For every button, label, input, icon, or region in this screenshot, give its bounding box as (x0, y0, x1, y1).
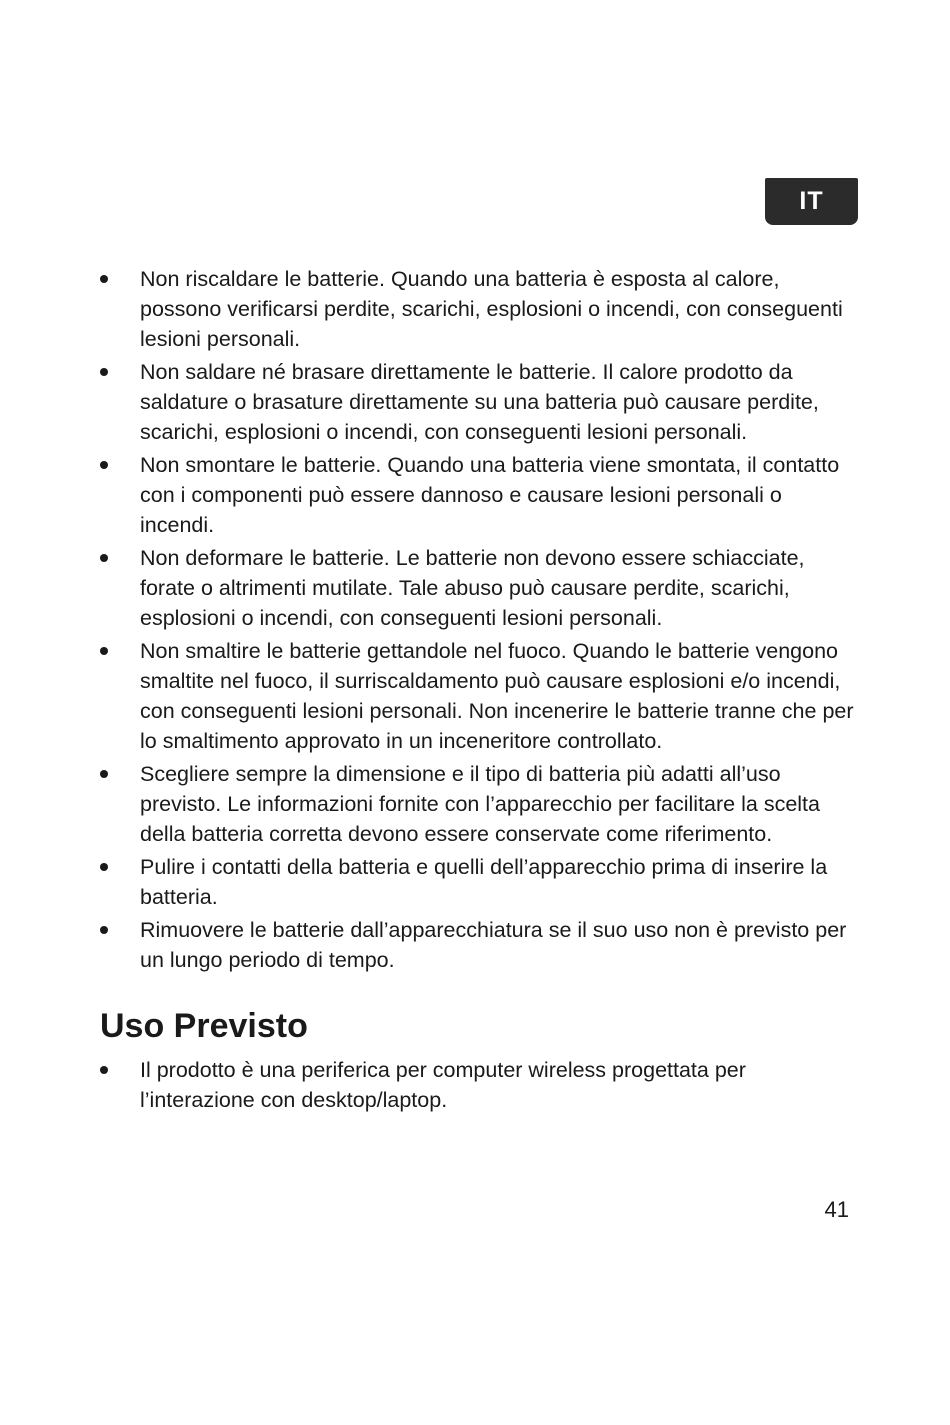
list-item (100, 543, 860, 633)
bullet-icon (100, 926, 108, 934)
page-number: 41 (824, 1197, 849, 1222)
manual-content (100, 264, 860, 1118)
list-item (100, 759, 860, 849)
battery-safety-list (100, 264, 860, 975)
bullet-icon (100, 554, 108, 562)
bullet-icon (100, 461, 108, 469)
bullet-icon (100, 863, 108, 871)
bullet-icon (100, 1066, 108, 1074)
list-item (100, 357, 860, 447)
bullet-icon (100, 770, 108, 778)
list-item-text: Non saldare né brasare direttamente le batterie. Il calore prodotto da saldature o brasature direttamente su una batteria può causare perdite, scarichi, esplosioni o incendi, con conseguenti lesioni personali. (140, 360, 819, 444)
language-tab: IT (765, 178, 858, 225)
list-item-text: Non smontare le batterie. Quando una batteria viene smontata, il contatto con i componenti può essere dannoso e causare lesioni personali o incendi. (140, 453, 840, 537)
list-item-text: Il prodotto è una periferica per computer wireless progettata per l’interazione con desktop/laptop. (140, 1058, 746, 1112)
list-item-text: Non riscaldare le batterie. Quando una batteria è esposta al calore, possono verificarsi perdite, scarichi, esplosioni o incendi, con conseguenti lesioni personali. (140, 267, 843, 351)
list-item (100, 852, 860, 912)
list-item-text: Pulire i contatti della batteria e quelli dell’apparecchio prima di inserire la batteria. (140, 855, 828, 909)
list-item-text: Non deformare le batterie. Le batterie non devono essere schiacciate, forate o altrimenti mutilate. Tale abuso può causare perdite, scarichi, esplosioni o incendi, con conseguenti lesioni personali. (140, 546, 805, 630)
bullet-icon (100, 368, 108, 376)
list-item-text: Rimuovere le batterie dall’apparecchiatura se il suo uso non è previsto per un lungo periodo di tempo. (140, 918, 847, 972)
section-title-intended-use: Uso Previsto (100, 1007, 308, 1045)
bullet-icon (100, 647, 108, 655)
list-item-text: Non smaltire le batterie gettandole nel fuoco. Quando le batterie vengono smaltite nel fuoco, il surriscaldamento può causare esplosioni e/o incendi, con conseguenti lesioni personali. Non incenerire le batterie tranne che per lo smaltimento approvato in un inceneritore controllato. (140, 639, 854, 753)
list-item (100, 450, 860, 540)
list-item (100, 1055, 860, 1115)
list-item (100, 636, 860, 756)
list-item (100, 915, 860, 975)
intended-use-list (100, 1055, 860, 1115)
bullet-icon (100, 275, 108, 283)
list-item (100, 264, 860, 354)
list-item-text: Scegliere sempre la dimensione e il tipo di batteria più adatti all’uso previsto. Le informazioni fornite con l’apparecchio per facilitare la scelta della batteria corretta devono essere conservate come riferimento. (140, 762, 820, 846)
